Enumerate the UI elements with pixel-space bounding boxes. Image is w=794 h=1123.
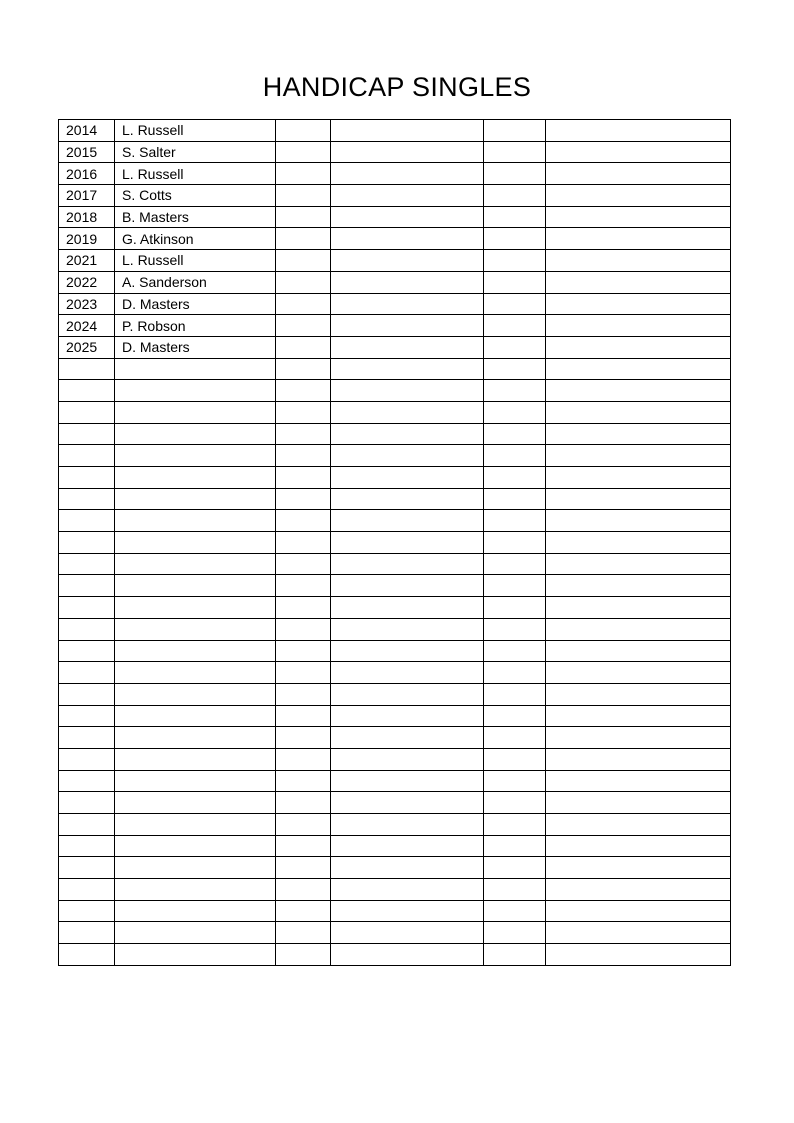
empty-cell (546, 900, 731, 922)
empty-cell (276, 380, 331, 402)
empty-cell (276, 814, 331, 836)
table-row (59, 358, 731, 380)
empty-cell (546, 597, 731, 619)
table-row (59, 640, 731, 662)
empty-cell (546, 293, 731, 315)
empty-cell (276, 228, 331, 250)
empty-cell (276, 315, 331, 337)
winner-cell: P. Robson (115, 315, 276, 337)
empty-cell (331, 315, 484, 337)
winner-cell (115, 727, 276, 749)
year-cell (59, 748, 115, 770)
empty-cell (484, 597, 546, 619)
empty-cell (331, 640, 484, 662)
empty-cell (484, 271, 546, 293)
empty-cell (546, 857, 731, 879)
winner-cell (115, 900, 276, 922)
empty-cell (331, 293, 484, 315)
empty-cell (484, 120, 546, 142)
table-row (59, 185, 731, 207)
empty-cell (276, 293, 331, 315)
empty-cell (331, 944, 484, 966)
winner-cell: B. Masters (115, 206, 276, 228)
empty-cell (276, 857, 331, 879)
empty-cell (546, 683, 731, 705)
empty-cell (276, 727, 331, 749)
empty-cell (546, 163, 731, 185)
empty-cell (276, 401, 331, 423)
table-row (59, 250, 731, 272)
table-row (59, 120, 731, 142)
year-cell: 2024 (59, 315, 115, 337)
empty-cell (331, 206, 484, 228)
year-cell (59, 640, 115, 662)
winner-cell (115, 683, 276, 705)
empty-cell (276, 120, 331, 142)
empty-cell (331, 618, 484, 640)
empty-cell (484, 683, 546, 705)
empty-cell (546, 944, 731, 966)
winner-cell (115, 553, 276, 575)
empty-cell (331, 488, 484, 510)
winner-cell (115, 488, 276, 510)
winner-cell: D. Masters (115, 293, 276, 315)
empty-cell (276, 358, 331, 380)
empty-cell (484, 488, 546, 510)
empty-cell (331, 662, 484, 684)
empty-cell (276, 683, 331, 705)
winner-cell (115, 792, 276, 814)
winner-cell (115, 835, 276, 857)
winner-cell: L. Russell (115, 120, 276, 142)
empty-cell (331, 857, 484, 879)
winner-cell (115, 358, 276, 380)
empty-cell (331, 445, 484, 467)
empty-cell (331, 879, 484, 901)
table-row (59, 575, 731, 597)
year-cell: 2021 (59, 250, 115, 272)
empty-cell (546, 922, 731, 944)
empty-cell (276, 141, 331, 163)
table-row (59, 683, 731, 705)
empty-cell (276, 185, 331, 207)
empty-cell (484, 228, 546, 250)
winner-cell: L. Russell (115, 163, 276, 185)
empty-cell (546, 640, 731, 662)
empty-cell (546, 467, 731, 489)
year-cell (59, 423, 115, 445)
empty-cell (331, 185, 484, 207)
winner-cell (115, 748, 276, 770)
empty-cell (546, 401, 731, 423)
empty-cell (484, 141, 546, 163)
year-cell: 2023 (59, 293, 115, 315)
empty-cell (546, 705, 731, 727)
table-row (59, 336, 731, 358)
year-cell (59, 922, 115, 944)
year-cell: 2015 (59, 141, 115, 163)
empty-cell (546, 727, 731, 749)
table-row (59, 271, 731, 293)
winner-cell (115, 423, 276, 445)
empty-cell (546, 835, 731, 857)
table-row (59, 488, 731, 510)
table-row (59, 944, 731, 966)
empty-cell (546, 250, 731, 272)
empty-cell (484, 445, 546, 467)
empty-cell (276, 250, 331, 272)
winner-cell (115, 879, 276, 901)
empty-cell (546, 358, 731, 380)
empty-cell (276, 618, 331, 640)
winner-cell: D. Masters (115, 336, 276, 358)
winner-cell (115, 705, 276, 727)
empty-cell (276, 879, 331, 901)
empty-cell (484, 879, 546, 901)
winners-table (58, 119, 731, 966)
table-row (59, 727, 731, 749)
table-row (59, 445, 731, 467)
empty-cell (484, 857, 546, 879)
page-title: HANDICAP SINGLES (262, 72, 532, 102)
empty-cell (276, 662, 331, 684)
empty-cell (484, 423, 546, 445)
empty-cell (331, 770, 484, 792)
empty-cell (484, 900, 546, 922)
year-cell (59, 380, 115, 402)
empty-cell (276, 922, 331, 944)
empty-cell (546, 445, 731, 467)
empty-cell (484, 618, 546, 640)
table-row (59, 228, 731, 250)
year-cell (59, 401, 115, 423)
table-row (59, 835, 731, 857)
empty-cell (546, 185, 731, 207)
winner-cell: S. Salter (115, 141, 276, 163)
empty-cell (546, 770, 731, 792)
year-cell: 2016 (59, 163, 115, 185)
empty-cell (546, 814, 731, 836)
empty-cell (484, 705, 546, 727)
year-cell: 2019 (59, 228, 115, 250)
empty-cell (331, 900, 484, 922)
empty-cell (331, 553, 484, 575)
empty-cell (331, 683, 484, 705)
empty-cell (484, 336, 546, 358)
year-cell (59, 597, 115, 619)
empty-cell (546, 336, 731, 358)
year-cell (59, 879, 115, 901)
empty-cell (276, 640, 331, 662)
empty-cell (484, 835, 546, 857)
empty-cell (546, 423, 731, 445)
empty-cell (546, 792, 731, 814)
winner-cell: G. Atkinson (115, 228, 276, 250)
year-cell: 2022 (59, 271, 115, 293)
empty-cell (331, 748, 484, 770)
winner-cell (115, 575, 276, 597)
table-row (59, 163, 731, 185)
table-row (59, 857, 731, 879)
empty-cell (331, 250, 484, 272)
year-cell (59, 944, 115, 966)
year-cell (59, 900, 115, 922)
empty-cell (484, 315, 546, 337)
empty-cell (331, 358, 484, 380)
year-cell (59, 683, 115, 705)
empty-cell (546, 315, 731, 337)
table-row (59, 618, 731, 640)
year-cell (59, 814, 115, 836)
empty-cell (331, 835, 484, 857)
winner-cell (115, 401, 276, 423)
empty-cell (484, 185, 546, 207)
table-row (59, 900, 731, 922)
winner-cell (115, 510, 276, 532)
winner-cell: S. Cotts (115, 185, 276, 207)
table-row (59, 792, 731, 814)
empty-cell (331, 727, 484, 749)
table-row (59, 532, 731, 554)
empty-cell (331, 510, 484, 532)
table-row (59, 748, 731, 770)
empty-cell (546, 228, 731, 250)
year-cell: 2018 (59, 206, 115, 228)
empty-cell (276, 532, 331, 554)
empty-cell (276, 445, 331, 467)
empty-cell (484, 206, 546, 228)
winners-table-body (59, 120, 731, 966)
empty-cell (331, 380, 484, 402)
winner-cell (115, 944, 276, 966)
empty-cell (276, 770, 331, 792)
empty-cell (276, 835, 331, 857)
winner-cell (115, 922, 276, 944)
winner-cell (115, 814, 276, 836)
empty-cell (484, 293, 546, 315)
empty-cell (331, 792, 484, 814)
empty-cell (331, 532, 484, 554)
empty-cell (484, 748, 546, 770)
empty-cell (546, 206, 731, 228)
table-row (59, 380, 731, 402)
empty-cell (331, 705, 484, 727)
year-cell (59, 445, 115, 467)
empty-cell (546, 532, 731, 554)
empty-cell (546, 141, 731, 163)
empty-cell (276, 575, 331, 597)
empty-cell (276, 467, 331, 489)
empty-cell (331, 271, 484, 293)
winner-cell: A. Sanderson (115, 271, 276, 293)
empty-cell (546, 575, 731, 597)
empty-cell (484, 814, 546, 836)
year-cell (59, 510, 115, 532)
year-cell (59, 467, 115, 489)
empty-cell (484, 792, 546, 814)
year-cell (59, 662, 115, 684)
empty-cell (484, 467, 546, 489)
empty-cell (546, 510, 731, 532)
empty-cell (276, 206, 331, 228)
year-cell (59, 857, 115, 879)
winner-cell (115, 380, 276, 402)
empty-cell (484, 770, 546, 792)
empty-cell (331, 922, 484, 944)
winner-cell (115, 467, 276, 489)
year-cell (59, 488, 115, 510)
empty-cell (276, 792, 331, 814)
table-row (59, 662, 731, 684)
empty-cell (331, 467, 484, 489)
table-row (59, 597, 731, 619)
empty-cell (331, 575, 484, 597)
year-cell (59, 532, 115, 554)
empty-cell (484, 358, 546, 380)
year-cell (59, 792, 115, 814)
table-row (59, 293, 731, 315)
year-cell (59, 727, 115, 749)
winner-cell (115, 662, 276, 684)
winner-cell (115, 532, 276, 554)
empty-cell (276, 510, 331, 532)
year-cell: 2017 (59, 185, 115, 207)
empty-cell (276, 163, 331, 185)
empty-cell (331, 228, 484, 250)
empty-cell (546, 120, 731, 142)
empty-cell (276, 488, 331, 510)
empty-cell (276, 705, 331, 727)
empty-cell (331, 597, 484, 619)
table-row (59, 206, 731, 228)
table-row (59, 814, 731, 836)
empty-cell (276, 271, 331, 293)
winner-cell (115, 857, 276, 879)
empty-cell (331, 336, 484, 358)
year-cell (59, 575, 115, 597)
empty-cell (484, 163, 546, 185)
empty-cell (276, 597, 331, 619)
year-cell (59, 358, 115, 380)
empty-cell (546, 488, 731, 510)
table-row (59, 510, 731, 532)
winner-cell (115, 618, 276, 640)
year-cell (59, 770, 115, 792)
empty-cell (331, 814, 484, 836)
winner-cell (115, 770, 276, 792)
table-row (59, 705, 731, 727)
empty-cell (546, 748, 731, 770)
empty-cell (484, 922, 546, 944)
year-cell (59, 553, 115, 575)
empty-cell (276, 423, 331, 445)
empty-cell (484, 380, 546, 402)
empty-cell (484, 250, 546, 272)
table-row (59, 141, 731, 163)
empty-cell (331, 423, 484, 445)
empty-cell (331, 163, 484, 185)
empty-cell (484, 662, 546, 684)
empty-cell (484, 510, 546, 532)
winner-cell (115, 445, 276, 467)
empty-cell (331, 120, 484, 142)
empty-cell (546, 553, 731, 575)
winner-cell (115, 640, 276, 662)
year-cell: 2025 (59, 336, 115, 358)
empty-cell (546, 271, 731, 293)
empty-cell (276, 944, 331, 966)
empty-cell (484, 401, 546, 423)
empty-cell (276, 900, 331, 922)
year-cell (59, 618, 115, 640)
empty-cell (484, 553, 546, 575)
empty-cell (484, 944, 546, 966)
table-row (59, 879, 731, 901)
empty-cell (484, 727, 546, 749)
table-row (59, 467, 731, 489)
table-row (59, 401, 731, 423)
empty-cell (546, 879, 731, 901)
empty-cell (276, 748, 331, 770)
table-row (59, 770, 731, 792)
table-row (59, 315, 731, 337)
empty-cell (484, 640, 546, 662)
empty-cell (546, 618, 731, 640)
empty-cell (546, 380, 731, 402)
year-cell (59, 705, 115, 727)
winner-cell: L. Russell (115, 250, 276, 272)
empty-cell (276, 336, 331, 358)
empty-cell (484, 532, 546, 554)
table-row (59, 922, 731, 944)
year-cell (59, 835, 115, 857)
empty-cell (276, 553, 331, 575)
empty-cell (331, 401, 484, 423)
table-row (59, 553, 731, 575)
table-row (59, 423, 731, 445)
empty-cell (484, 575, 546, 597)
year-cell: 2014 (59, 120, 115, 142)
empty-cell (546, 662, 731, 684)
empty-cell (331, 141, 484, 163)
winner-cell (115, 597, 276, 619)
